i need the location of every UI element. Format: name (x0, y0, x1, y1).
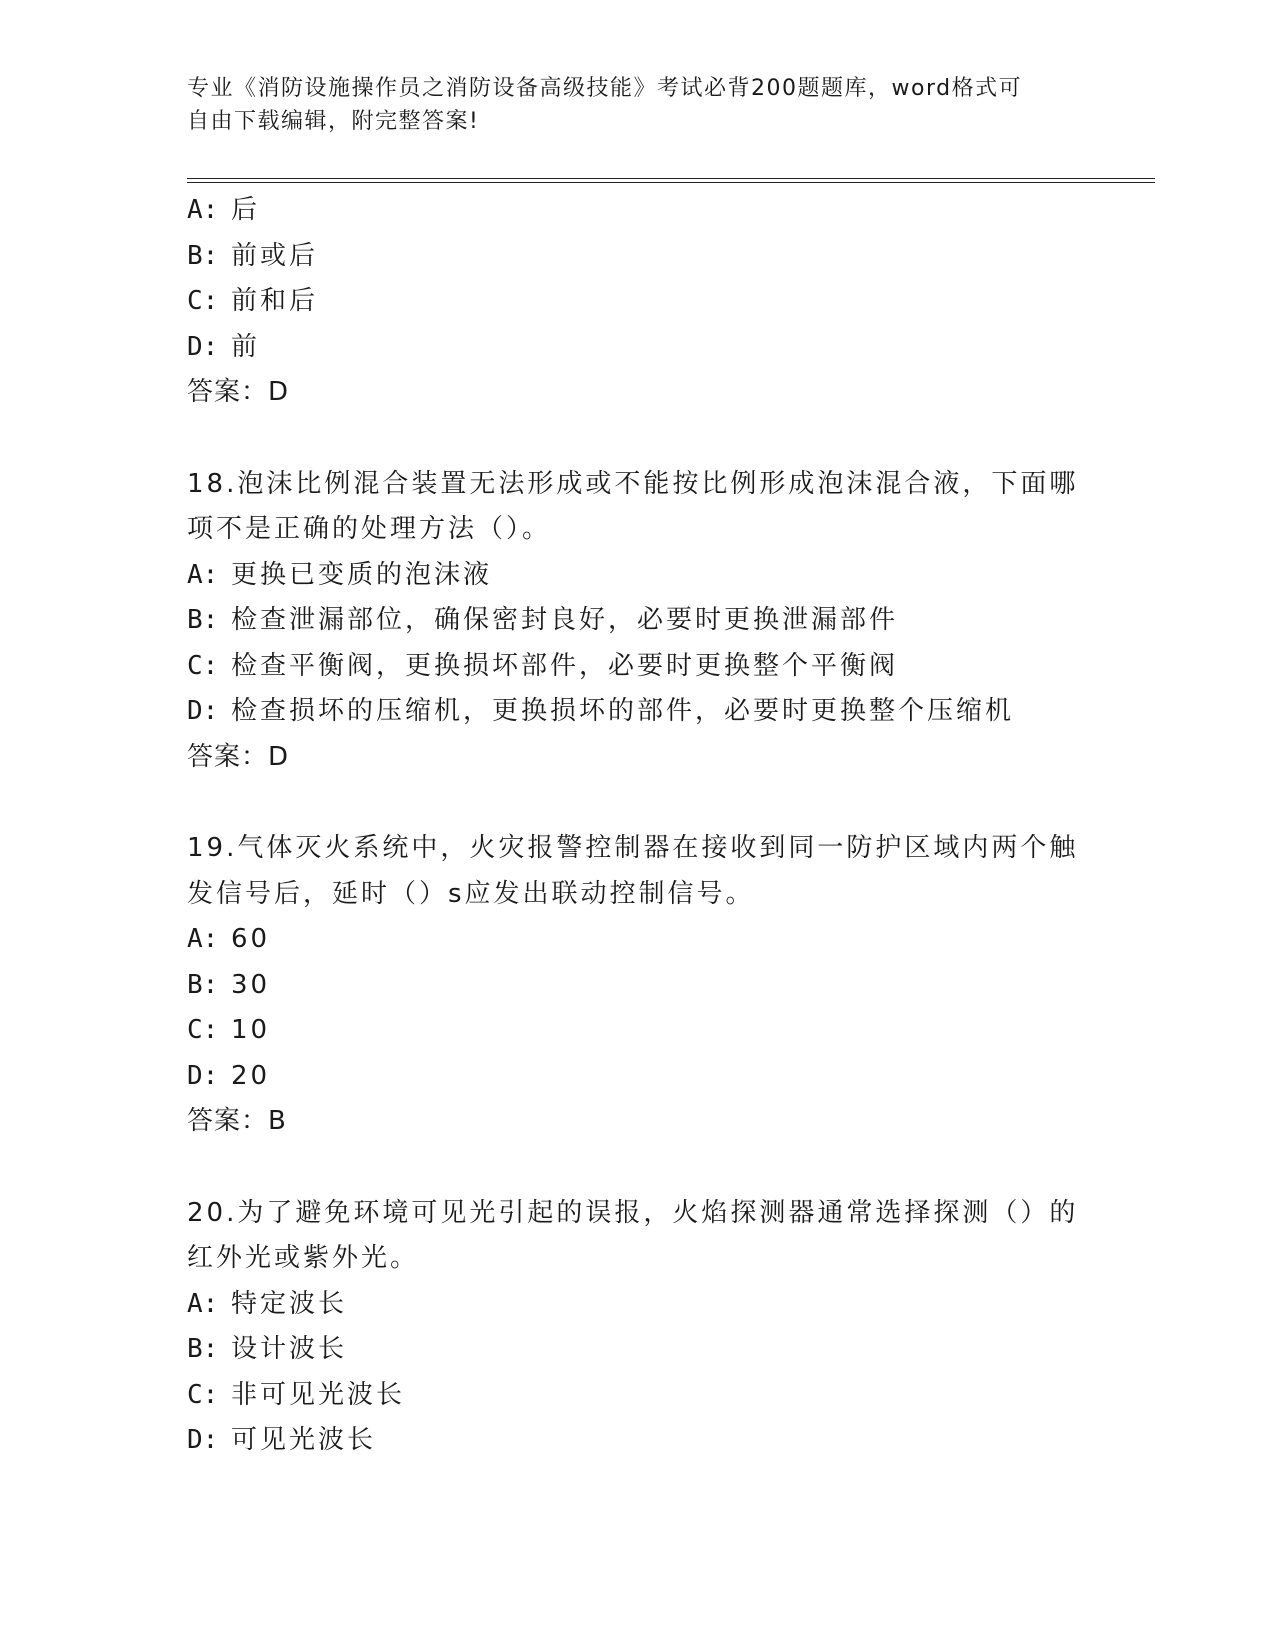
question-text-line-1: 19.气体灭火系统中，火灾报警控制器在接收到同一防护区域内两个触 (187, 833, 1079, 863)
answer: 答案：B (187, 1106, 287, 1136)
option-b: B: 30 (187, 969, 271, 1000)
question-text-line-1: 18.泡沫比例混合装置无法形成或不能按比例形成泡沫混合液，下面哪 (187, 468, 1079, 499)
document-header (187, 72, 1067, 138)
option-b: B: 前或后 (187, 240, 319, 271)
question-text-line-1: 20.为了避免环境可见光引起的误报，火焰探测器通常选择探测（）的 (187, 1197, 1079, 1228)
option-d: D: 20 (187, 1060, 271, 1091)
option-d: D: 可见光波长 (187, 1425, 377, 1455)
header-line-1: 专业《消防设施操作员之消防设备高级技能》考试必背200题题库，word格式可 (187, 76, 1023, 101)
header-line-2: 自由下载编辑，附完整答案! (187, 109, 480, 134)
option-a: A: 更换已变质的泡沫液 (187, 559, 493, 590)
question-19 (187, 826, 1087, 1145)
question-text-line-2: 项不是正确的处理方法（）。 (187, 514, 552, 544)
question-17 (187, 188, 1087, 416)
option-b: B: 检查泄漏部位，确保密封良好，必要时更换泄漏部件 (187, 605, 899, 635)
option-d: D: 前 (187, 331, 261, 362)
question-20 (187, 1191, 1087, 1464)
option-c: C: 前和后 (187, 286, 319, 316)
option-d: D: 检查损坏的压缩机，更换损坏的部件，必要时更换整个压缩机 (187, 696, 1015, 726)
answer: 答案：D (187, 377, 290, 407)
option-c: C: 检查平衡阀，更换损坏部件，必要时更换整个平衡阀 (187, 650, 899, 681)
option-c: C: 非可见光波长 (187, 1379, 406, 1410)
question-text-line-2: 红外光或紫外光。 (187, 1243, 420, 1273)
option-a: A: 60 (187, 924, 271, 954)
question-18 (187, 462, 1087, 781)
option-a: A: 后 (187, 195, 261, 225)
option-a: A: 特定波长 (187, 1288, 348, 1319)
header-divider-top (187, 178, 1155, 179)
question-text-line-2: 发信号后，延时（）s应发出联动控制信号。 (187, 878, 755, 909)
option-b: B: 设计波长 (187, 1334, 348, 1364)
answer: 答案：D (187, 741, 290, 772)
option-c: C: 10 (187, 1015, 271, 1045)
question-list (187, 188, 1087, 1464)
header-divider-bottom (187, 182, 1155, 183)
